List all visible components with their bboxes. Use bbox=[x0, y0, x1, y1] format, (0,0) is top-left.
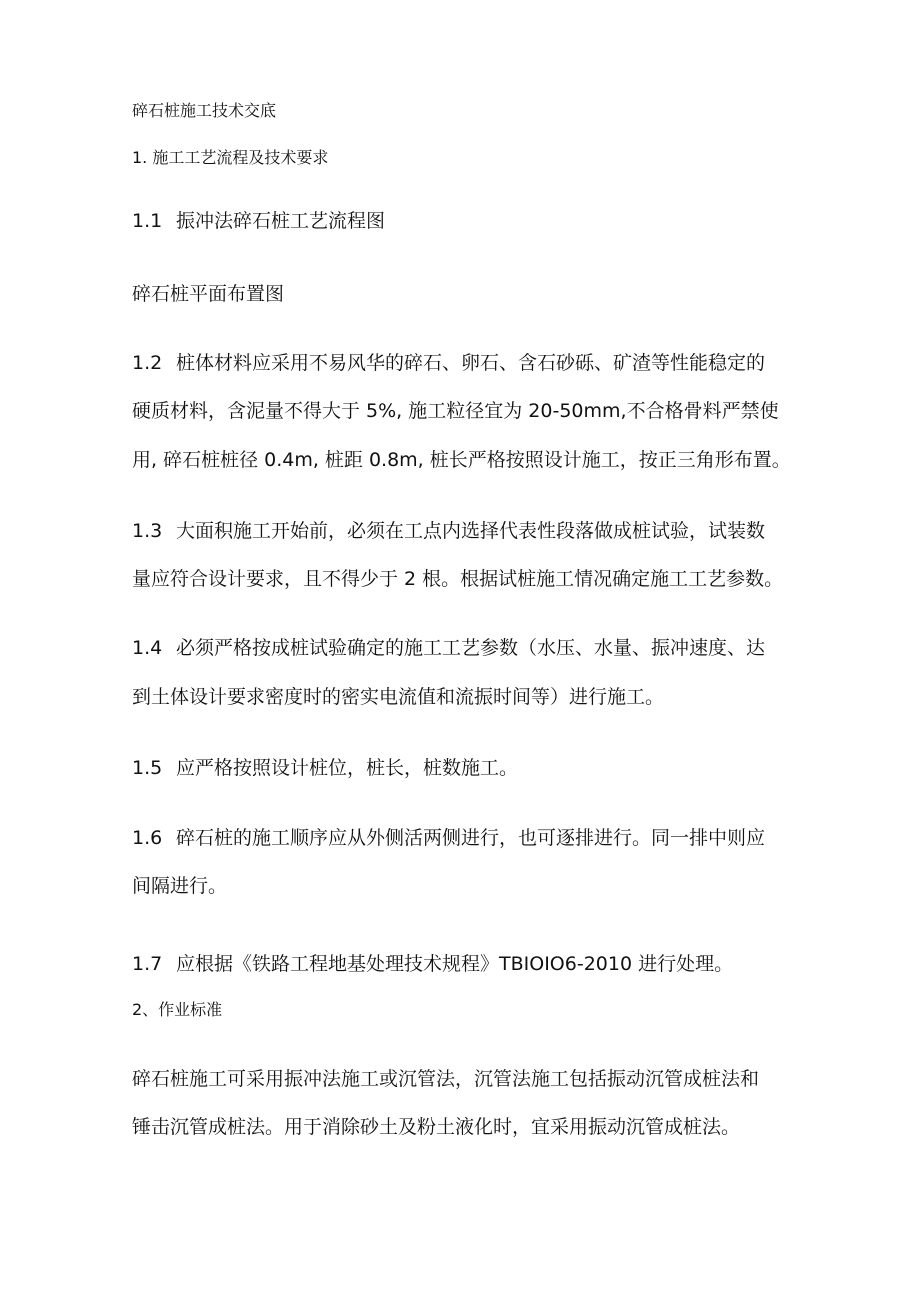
item-number: 1.5 bbox=[132, 757, 163, 779]
item-1-6-line2: 间隔进行。 bbox=[132, 875, 228, 897]
section2-line2: 锤击沉管成桩法。用于消除砂土及粉土液化时，宜采用振动沉管成桩法。 bbox=[132, 1116, 741, 1138]
item-text: 应根据《铁路工程地基处理技术规程》TBIOIO6-2010 进行处理。 bbox=[176, 953, 734, 975]
section2-heading: 2、作业标准 bbox=[132, 1000, 223, 1019]
item-1-5 bbox=[132, 755, 518, 781]
item-1-2-line3: 用, 碎石桩桩径 0.4m, 桩距 0.8m, 桩长严格按照设计施工，按正三角形布置。 bbox=[132, 449, 791, 471]
item-number: 1.6 bbox=[132, 827, 163, 849]
item-1-4-line1 bbox=[132, 635, 765, 661]
item-text: 碎石桩的施工顺序应从外侧活两侧进行，也可逐排进行。同一排中则应 bbox=[176, 827, 766, 849]
item-text: 必须严格按成桩试验确定的施工工艺参数（水压、水量、振冲速度、达 bbox=[176, 637, 766, 659]
item-text: 应严格按照设计桩位，桩长，桩数施工。 bbox=[176, 757, 519, 779]
item-text: 桩体材料应采用不易风华的碎石、卵石、含石砂砾、矿渣等性能稳定的 bbox=[176, 352, 766, 374]
item-1-4-line2: 到土体设计要求密度时的密实电流值和流振时间等）进行施工。 bbox=[132, 686, 665, 708]
section1-heading: 1. 施工工艺流程及技术要求 bbox=[132, 148, 329, 167]
item-text: 大面积施工开始前，必须在工点内选择代表性段落做成桩试验，试装数 bbox=[176, 520, 766, 542]
item-number: 1.3 bbox=[132, 520, 163, 542]
item-number: 1.1 bbox=[132, 210, 163, 232]
item-1-6-line1 bbox=[132, 825, 765, 851]
document-title: 碎石桩施工技术交底 bbox=[132, 101, 277, 120]
item-number: 1.7 bbox=[132, 953, 163, 975]
item-plan-layout: 碎石桩平面布置图 bbox=[132, 283, 285, 305]
item-1-2-line1 bbox=[132, 350, 765, 376]
item-1-3-line1 bbox=[132, 518, 765, 544]
item-1-3-line2: 量应符合设计要求，且不得少于 2 根。根据试桩施工情况确定施工工艺参数。 bbox=[132, 568, 784, 590]
item-text: 振冲法碎石桩工艺流程图 bbox=[176, 210, 386, 232]
item-1-2-line2: 硬质材料，含泥量不得大于 5%, 施工粒径宜为 20-50mm,不合格骨料严禁使 bbox=[132, 400, 779, 422]
section2-line1: 碎石桩施工可采用振冲法施工或沉管法，沉管法施工包括振动沉管成桩法和 bbox=[132, 1068, 760, 1090]
item-number: 1.4 bbox=[132, 637, 163, 659]
item-number: 1.2 bbox=[132, 352, 163, 374]
item-1-7 bbox=[132, 951, 733, 977]
item-1-1 bbox=[132, 208, 385, 234]
